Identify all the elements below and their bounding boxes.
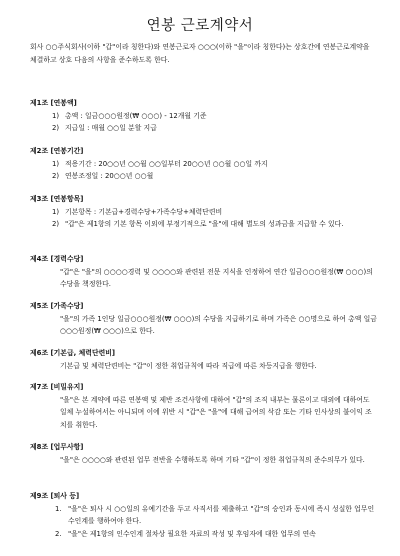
item-number: 2): [52, 220, 60, 228]
article-item: [30, 503, 378, 528]
item-number: 2): [52, 172, 60, 180]
article-4: [30, 253, 378, 291]
item-text: 연봉조정일 : 20○○년 ○○월: [65, 172, 154, 180]
item-number: 1): [52, 159, 60, 168]
article-title: 제8조 [업무사항]: [30, 443, 84, 451]
article-title: 제3조 [연봉항목]: [30, 195, 84, 203]
item-text: 총액 : 일금○○○원정(₩ ○○○) - 12개월 기준: [65, 111, 207, 120]
article-title: 제7조 [비밀유지]: [30, 383, 84, 391]
article-8: [30, 441, 378, 466]
article-body: "을"은 본 계약에 따른 연봉액 및 제반 조건사항에 대하여 "갑"의 조직 내부는 물론이고 대외에 대하여도 일체 누설하여서는 아니되며 이에 위반 시 "갑"은 "을"에 대해 급여의 삭감 또는 기타 인사상의 불이익 조치를 취한다.: [60, 395, 372, 429]
article-9: [30, 490, 378, 540]
item-text: 기본항목 : 기본급+경력수당+가족수당+체력단련비: [65, 207, 223, 216]
article-title: 제1조 [연봉액]: [30, 99, 77, 107]
item-text: 적용기간 : 20○○년 ○○월 ○○일부터 20○○년 ○○월 ○○일 까지: [65, 159, 268, 168]
article-item: [30, 122, 378, 135]
article-item: [30, 170, 378, 183]
item-number: 1): [52, 111, 60, 120]
item-number: 1): [52, 207, 60, 216]
article-1: [30, 97, 378, 135]
article-item: [30, 158, 378, 171]
article-title: 제5조 [가족수당]: [30, 302, 84, 310]
article-6: [30, 347, 378, 372]
article-3: [30, 193, 378, 231]
item-text: "을"은 퇴사 시 ○○일의 유예기간을 두고 사직서를 제출하고 "갑"의 승인과 동시에 즉시 성실한 업무인수인계를 행하여야 한다.: [68, 504, 375, 525]
article-5: [30, 300, 378, 338]
item-text: "갑"은 제1항의 기본 항목 이외에 부정기적으로 "을"에 대해 별도의 성과금을 지급할 수 있다.: [65, 220, 344, 228]
item-number: 2.: [55, 529, 62, 538]
article-body: "을"의 가족 1인당 일금○○○원정(₩ ○○○)의 수당을 지급하기로 하며 가족은 ○○명으로 하여 총액 일금○○○원정(₩ ○○○)으로 한다.: [60, 314, 377, 335]
document-title: 연봉 근로계약서: [146, 18, 254, 34]
article-title: 제9조 [퇴사 등]: [30, 492, 80, 500]
article-title: 제6조 [기본급, 체력단련비]: [30, 349, 116, 357]
item-number: 2): [52, 124, 60, 132]
article-item: [30, 206, 378, 219]
article-body: "갑"은 "을"의 ○○○○경력 및 ○○○○와 관련된 전문 지식을 인정하여 연간 일금○○○원정(₩ ○○○)의 수당을 책정한다.: [60, 267, 376, 288]
article-item: [30, 218, 378, 231]
article-item: [30, 528, 378, 541]
article-body: 기본급 및 체력단련비는 "갑"이 정한 취업규칙에 따라 직급에 따른 차등지급을 행한다.: [60, 361, 317, 370]
item-number: 1.: [55, 504, 62, 513]
article-2: [30, 145, 378, 183]
article-title: 제4조 [경력수당]: [30, 255, 84, 263]
item-text: "을"은 제1항의 인수인계 절차상 필요한 자료의 작성 및 후임자에 대한 업무의 연속: [68, 529, 316, 538]
article-title: 제2조 [연봉기간]: [30, 147, 84, 155]
article-item: [30, 110, 378, 123]
article-7: [30, 381, 378, 431]
article-body: "을"은 ○○○○와 관련된 업무 전반을 수행하도록 하며 기타 "갑"이 정한 취업규칙의 준수의무가 있다.: [60, 455, 365, 464]
intro-paragraph: 회사 ○○주식회사(이하 "갑"이라 칭한다)와 연봉근로자 ○○○(이하 "을"이라 칭한다)는 상호간에 연봉근로계약을 체결하고 상호 다음의 사항을 준수하도록 한다.: [30, 43, 370, 64]
item-text: 지급일 : 매월 ○○일 분할 지급: [65, 124, 157, 132]
